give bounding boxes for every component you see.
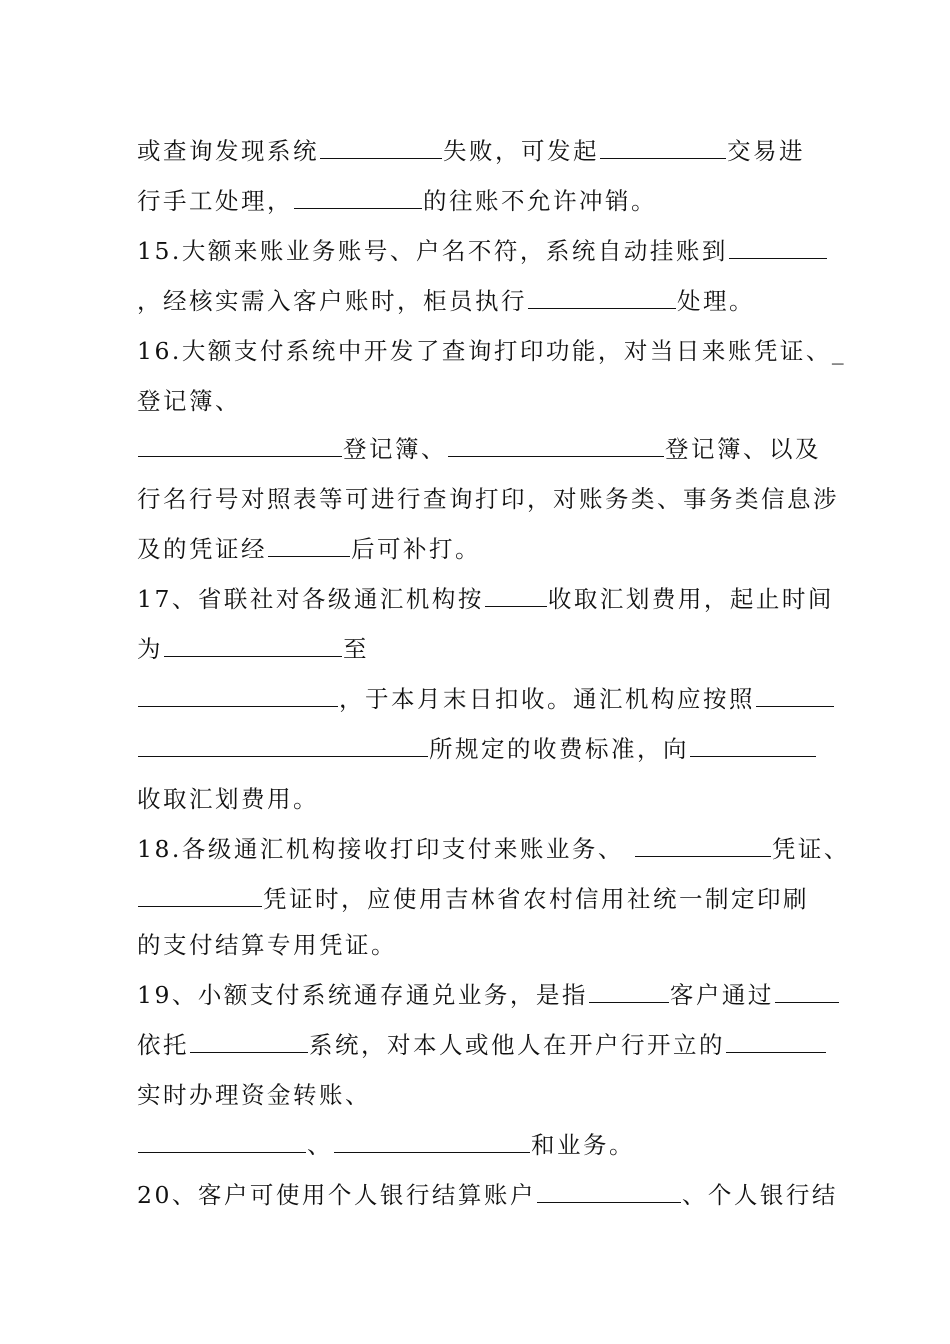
text-segment: 为: [137, 635, 163, 663]
text-segment: 客户通过: [669, 981, 774, 1009]
text-segment: 实时办理资金转账、: [137, 1081, 371, 1109]
text-line: [137, 1125, 635, 1165]
fill-in-blank[interactable]: [726, 1028, 826, 1053]
fill-in-blank[interactable]: [138, 732, 428, 757]
fill-in-blank[interactable]: [268, 532, 350, 557]
text-line: [137, 231, 828, 271]
fill-in-blank[interactable]: [729, 234, 827, 259]
text-line: [137, 1075, 371, 1115]
text-segment: 18.各级通汇机构接收打印支付来账业务、: [137, 835, 634, 863]
text-line: [137, 131, 805, 171]
text-line: [137, 1025, 827, 1065]
text-segment: 交易进: [727, 137, 805, 165]
fill-in-blank[interactable]: [775, 978, 839, 1003]
text-line: [137, 429, 821, 469]
text-segment: 登记簿、: [137, 387, 241, 415]
text-segment: 17、省联社对各级通汇机构按: [137, 585, 484, 613]
text-line: [137, 879, 809, 919]
text-segment: 依托: [137, 1031, 189, 1059]
fill-in-blank[interactable]: [600, 134, 726, 159]
text-line: [137, 579, 834, 619]
fill-in-blank[interactable]: [485, 582, 547, 607]
text-line: [137, 829, 850, 869]
fill-in-blank[interactable]: [138, 1128, 306, 1153]
text-segment: 凭证时，应使用吉林省农村信用社统一制定印刷: [263, 885, 809, 913]
fill-in-blank[interactable]: [528, 284, 676, 309]
text-segment: 所规定的收费标准，向: [429, 735, 689, 763]
text-line: [137, 729, 817, 769]
text-segment: 后可补打。: [351, 535, 481, 563]
fill-in-blank[interactable]: [164, 632, 342, 657]
fill-in-blank[interactable]: [635, 832, 771, 857]
text-segment: 及的凭证经: [137, 535, 267, 563]
text-line: [137, 925, 397, 965]
text-line: [137, 529, 481, 569]
text-segment: 、个人银行结: [681, 1181, 838, 1209]
text-segment: 行名行号对照表等可进行查询打印，对账务类、事务类信息涉: [137, 485, 839, 513]
text-segment: 至: [343, 635, 369, 663]
fill-in-blank[interactable]: [448, 432, 664, 457]
text-segment: ，于本月末日扣收。通汇机构应按照: [339, 685, 755, 713]
text-line: [137, 629, 369, 669]
text-segment: 16.大额支付系统中开发了查询打印功能，对当日来账凭证、_: [137, 337, 847, 365]
text-line: [137, 281, 755, 321]
fill-in-blank[interactable]: [190, 1028, 308, 1053]
text-segment: 登记簿、: [343, 435, 447, 463]
fill-in-blank[interactable]: [537, 1178, 681, 1203]
text-segment: 行手工处理，: [137, 187, 293, 215]
fill-in-blank[interactable]: [756, 682, 834, 707]
fill-in-blank[interactable]: [589, 978, 669, 1003]
text-line: [137, 479, 839, 519]
text-segment: 19、小额支付系统通存通兑业务，是指: [137, 981, 588, 1009]
text-line: [137, 975, 840, 1015]
text-segment: 处理。: [677, 287, 755, 315]
text-segment: 或查询发现系统: [137, 137, 319, 165]
fill-in-blank[interactable]: [138, 682, 338, 707]
text-line: [137, 381, 241, 421]
text-segment: ，经核实需入客户账时，柜员执行: [137, 287, 527, 315]
text-segment: 凭证、: [771, 835, 850, 863]
text-line: [137, 679, 835, 719]
fill-in-blank[interactable]: [320, 134, 442, 159]
text-segment: 的支付结算专用凭证。: [137, 931, 397, 959]
text-segment: 15.大额来账业务账号、户名不符，系统自动挂账到: [137, 237, 728, 265]
text-segment: 、: [307, 1131, 333, 1159]
text-segment: 失败，可发起: [443, 137, 599, 165]
text-line: [137, 1175, 838, 1215]
text-segment: 的往账不允许冲销。: [423, 187, 657, 215]
fill-in-blank[interactable]: [294, 184, 422, 209]
fill-in-blank[interactable]: [334, 1128, 530, 1153]
fill-in-blank[interactable]: [138, 882, 262, 907]
text-segment: 20、客户可使用个人银行结算账户: [137, 1181, 536, 1209]
text-segment: 系统，对本人或他人在开户行开立的: [309, 1031, 725, 1059]
text-segment: 收取汇划费用，起止时间: [547, 585, 834, 613]
text-segment: 收取汇划费用。: [137, 785, 319, 813]
fill-in-blank[interactable]: [690, 732, 816, 757]
text-segment: 和业务。: [531, 1131, 635, 1159]
text-line: [137, 331, 846, 371]
text-segment: 登记簿、以及: [665, 435, 821, 463]
fill-in-blank[interactable]: [138, 432, 342, 457]
text-line: [137, 181, 657, 221]
text-line: [137, 779, 319, 819]
